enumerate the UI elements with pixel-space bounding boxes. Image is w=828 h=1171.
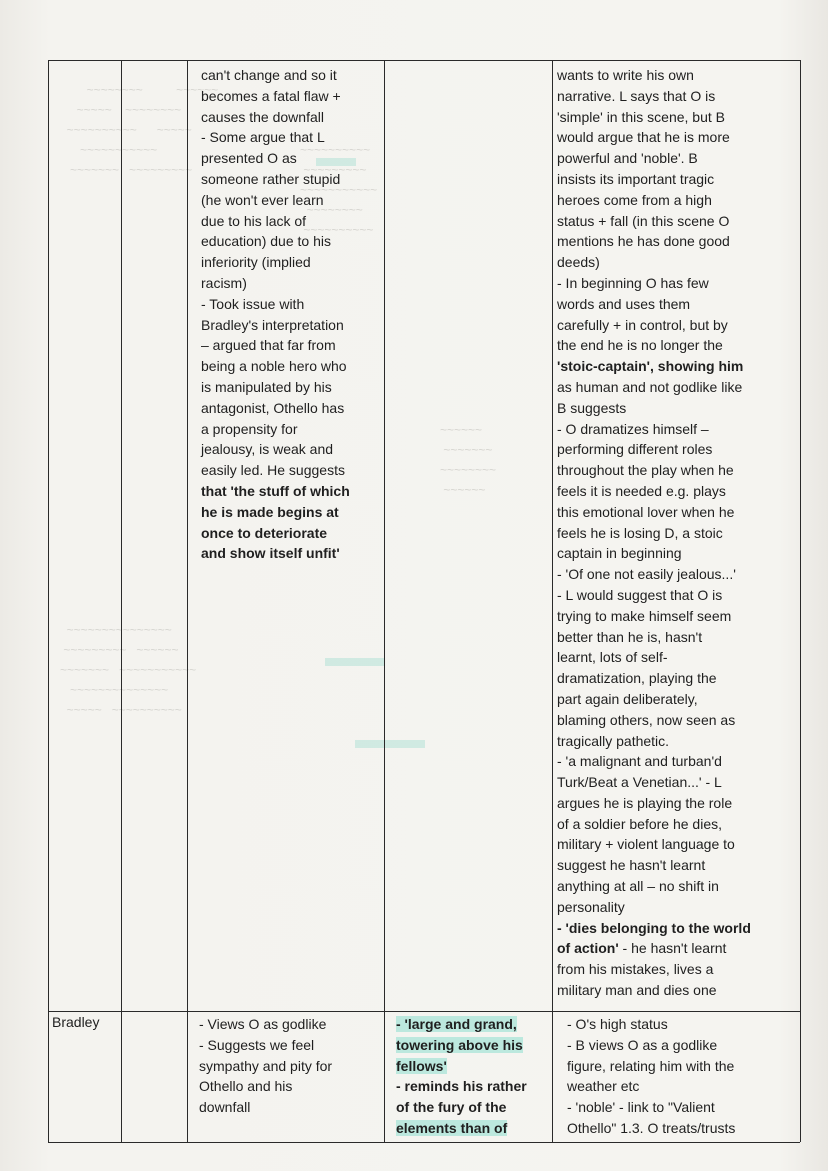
- lower-row-col3-text: [199, 1014, 383, 1118]
- quote-line: [396, 1014, 551, 1035]
- quote-line: - reminds his rather: [396, 1078, 527, 1095]
- show-through-texture-3: ~~~~~~~~~~ ~~~~~~~~~ ~~~~~~~~~~~ ~~~~~~~~ ~~~~~~~~~~: [300, 143, 378, 237]
- line: is manipulated by his: [201, 378, 332, 395]
- line: military man and dies one: [557, 982, 717, 999]
- col-line-6: [800, 60, 801, 1142]
- line: weather etc: [567, 1078, 640, 1095]
- show-through-texture-2: ~~~~~~~~~~~~~~~ ~~~~~~~~~ ~~~~~~ ~~~~~~~ ~~~~~~~~~~~ ~~~~~~~~~~~~~~ ~~~~~ ~~~~~~~~~~: [60, 623, 197, 717]
- highlighted-quote: - 'large and grand,: [396, 1016, 517, 1032]
- quote-fragment: of action': [557, 940, 619, 957]
- line: Turk/Beat a Venetian...' - L: [557, 774, 722, 791]
- show-through-texture-4: ~~~~~~ ~~~~~~~ ~~~~~~~~ ~~~~~~: [440, 423, 497, 497]
- line: - O's high status: [567, 1016, 668, 1032]
- line: wants to write his own: [557, 67, 694, 83]
- highlight-bleed-3: [355, 740, 425, 748]
- line: learnt, lots of self-: [557, 649, 668, 666]
- upper-row-col3-text: [201, 65, 383, 564]
- table-bottom-border: [48, 1142, 800, 1143]
- line: from his mistakes, lives a: [557, 961, 714, 978]
- line: Othello" 1.3. O treats/trusts: [567, 1119, 736, 1136]
- line: education) due to his: [201, 233, 331, 250]
- line: military + violent language to: [557, 836, 735, 853]
- line: argues he is playing the role: [557, 794, 733, 811]
- line: downfall: [199, 1099, 251, 1116]
- line: mentions he has done good: [557, 233, 730, 250]
- line: - Views O as godlike: [199, 1016, 327, 1032]
- line: blaming others, now seen as: [557, 711, 736, 728]
- line: causes the downfall: [201, 108, 324, 125]
- line: - O dramatizes himself –: [557, 420, 709, 437]
- line: easily led. He suggests: [201, 462, 345, 479]
- line: dramatization, playing the: [557, 670, 717, 687]
- line: insists its important tragic: [557, 170, 715, 187]
- line: - B views O as a godlike: [567, 1036, 718, 1053]
- line: (he won't ever learn: [201, 191, 324, 208]
- show-through-texture: ~~~~~~~~ ~~~~~~ ~~~~~ ~~~~~~~~ ~~~~~~~~~~ ~~~~~ ~~~~~~~~~~~ ~~~~~~~ ~~~~~~~~~: [66, 83, 219, 177]
- line: of a soldier before he dies,: [557, 815, 722, 832]
- line: someone rather stupid: [201, 170, 341, 187]
- line: - Took issue with: [201, 295, 305, 312]
- line: inferiority (implied: [201, 254, 311, 271]
- col-line-1: [48, 60, 49, 1142]
- line: deeds): [557, 254, 600, 271]
- row-divider: [48, 1011, 800, 1012]
- col-line-3: [187, 60, 188, 1142]
- line: 'simple' in this scene, but B: [557, 108, 725, 125]
- line: the end he is no longer the: [557, 337, 723, 354]
- line: - Some argue that L: [201, 129, 325, 146]
- critic-name: Bradley: [52, 1014, 100, 1030]
- line: captain in beginning: [557, 545, 682, 562]
- line: carefully + in control, but by: [557, 316, 728, 333]
- line: tragically pathetic.: [557, 732, 670, 749]
- line: suggest he hasn't learnt: [557, 857, 706, 874]
- line: better than he is, hasn't: [557, 628, 703, 645]
- line: performing different roles: [557, 441, 713, 458]
- line: due to his lack of: [201, 212, 307, 229]
- line: this emotional lover when he: [557, 503, 735, 520]
- line: - L would suggest that O is: [557, 586, 723, 603]
- quote-line: and show itself unfit': [201, 545, 340, 562]
- line: heroes come from a high: [557, 191, 712, 208]
- line: feels it is needed e.g. plays: [557, 482, 726, 499]
- line: personality: [557, 898, 625, 915]
- highlighted-quote: towering above his: [396, 1036, 523, 1053]
- line: trying to make himself seem: [557, 607, 732, 624]
- line: powerful and 'noble'. B: [557, 150, 698, 167]
- quote-line: - 'dies belonging to the world: [557, 919, 751, 936]
- quote-line: [396, 1035, 551, 1056]
- line: - In beginning O has few: [557, 274, 709, 291]
- line: presented O as: [201, 150, 297, 167]
- line: would argue that he is more: [557, 129, 730, 146]
- line: antagonist, Othello has: [201, 399, 345, 416]
- line: B suggests: [557, 399, 627, 416]
- highlighted-quote: elements than of: [396, 1119, 508, 1136]
- line: words and uses them: [557, 295, 691, 312]
- highlighted-quote: fellows': [396, 1057, 447, 1074]
- line: - Suggests we feel: [199, 1036, 315, 1053]
- line: a propensity for: [201, 420, 298, 437]
- line: [557, 938, 799, 959]
- col-line-2: [121, 60, 122, 1142]
- line: - 'Of one not easily jealous...': [557, 566, 736, 583]
- line: sympathy and pity for: [199, 1057, 333, 1074]
- line: Bradley's interpretation: [201, 316, 344, 333]
- line: anything at all – no shift in: [557, 878, 719, 895]
- highlight-bleed-2: [325, 658, 385, 666]
- line: – argued that far from: [201, 337, 336, 354]
- col-line-4: [384, 60, 385, 1142]
- line: - 'a malignant and turban'd: [557, 753, 722, 770]
- quote-line: once to deteriorate: [201, 524, 328, 541]
- table-top-border: [48, 60, 800, 61]
- quote-line: 'stoic-captain', showing him: [557, 358, 744, 375]
- line: feels he is losing D, a stoic: [557, 524, 723, 541]
- lower-row-col4-text: [396, 1014, 551, 1139]
- quote-line: [396, 1118, 551, 1139]
- quote-line: [396, 1056, 551, 1077]
- line: status + fall (in this scene O: [557, 212, 730, 229]
- line: as human and not godlike like: [557, 378, 743, 395]
- line: throughout the play when he: [557, 462, 734, 479]
- line: racism): [201, 274, 247, 291]
- line: - 'noble' - link to "Valient: [567, 1099, 715, 1116]
- quote-line: of the fury of the: [396, 1099, 507, 1116]
- line: becomes a fatal flaw +: [201, 87, 341, 104]
- line: narrative. L says that O is: [557, 87, 716, 104]
- line: jealousy, is weak and: [201, 441, 334, 458]
- line: part again deliberately,: [557, 690, 698, 707]
- line: being a noble hero who: [201, 358, 347, 375]
- line: can't change and so it: [201, 67, 337, 83]
- quote-line: he is made begins at: [201, 503, 339, 520]
- line: figure, relating him with the: [567, 1057, 735, 1074]
- line: Othello and his: [199, 1078, 293, 1095]
- quote-line: that 'the stuff of which: [201, 482, 350, 499]
- lower-row-col5-text: [567, 1014, 799, 1139]
- col-line-5: [552, 60, 553, 1142]
- upper-row-col5-text: [557, 65, 799, 1001]
- line-rest: - he hasn't learnt: [618, 940, 727, 957]
